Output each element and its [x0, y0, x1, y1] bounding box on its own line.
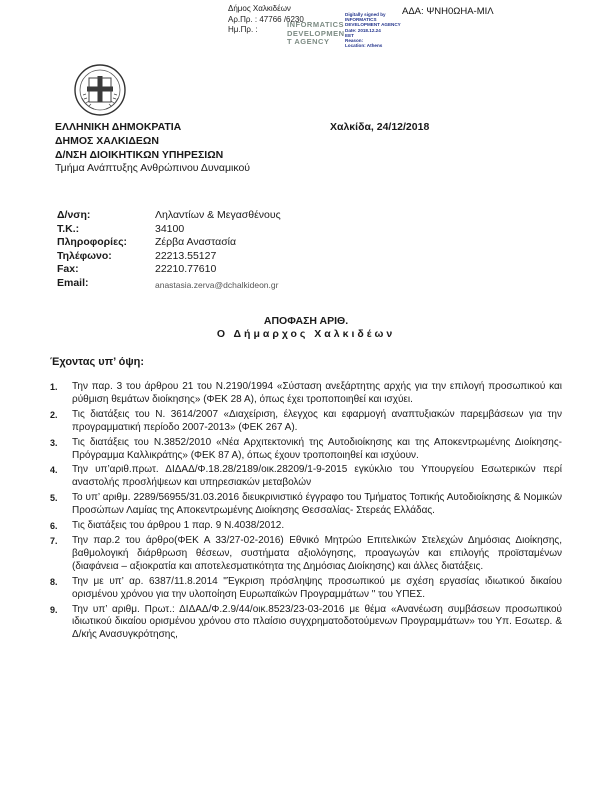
- item-text: Το υπ’ αριθμ. 2289/56955/31.03.2016 διευκρινιστικό έγγραφο του Τμήματος Τοπικής Αυτοδιοίκησης & Νομικών Προσώπων Λαμίας της Αποκεντρωμένης Διοίκησης Θεσσαλίας- Στερεάς Ελλάδας.: [72, 492, 562, 517]
- contact-row-postcode: [57, 223, 281, 237]
- contact-label: Email:: [57, 276, 89, 289]
- contact-email-value: anastasia.zerva@dchalkideon.gr: [155, 279, 279, 290]
- item-text: Την υπ’ αριθμ. Πρωτ.: ΔΙΔΑΔ/Φ.2.9/44/οικ.8523/23-03-2016 με θέμα «Ανανέωση συμβάσεων προσωπικού ιδιωτικού δικαίου ορισμένου χρόνου στο πλαίσιο συγχρηματοδοτούμενων Προγραμμάτων» του Υπ. Εσωτερ. & Δ/κής Ανασυγκρότησης,: [72, 603, 562, 641]
- item-text: Την παρ.2 του άρθρο(ΦΕΚ Α 33/27-02-2016) Εθνικό Μητρώο Επιτελικών Στελεχών Δημόσιας Διοίκησης, βαθμολογική διάρθρωση θέσεων, συστήματα αξιολόγησης, προαγωγών και επιλογής προϊσταμένων (διαφάνεια – αξιοκρατία και αποτελεσματικότητα της Δημόσιας Διοίκησης) και άλλες διατάξεις.: [72, 534, 562, 572]
- contact-label: Δ/νση:: [57, 209, 91, 221]
- contact-value: Ζέρβα Αναστασία: [155, 236, 237, 249]
- sig-agency-line: T AGENCY: [287, 37, 330, 46]
- list-item: [48, 520, 562, 533]
- contact-row-address: [57, 209, 281, 223]
- contact-label: Τ.Κ.:: [57, 222, 80, 235]
- sig-agency-line: DEVELOPMEN: [287, 28, 345, 38]
- decision-title-block: [0, 315, 612, 340]
- item-number: 4.: [50, 465, 58, 476]
- protocol-label: Αρ.Πρ. :: [228, 14, 258, 24]
- list-item: [48, 437, 562, 463]
- item-text: Τις διατάξεις του άρθρου 1 παρ. 9 Ν.4038/2012.: [72, 520, 285, 532]
- item-number: 8.: [50, 576, 58, 587]
- ada-label: ΑΔΑ:: [402, 6, 424, 17]
- sig-detail-line: Reason:: [345, 38, 364, 44]
- list-item: [48, 381, 562, 407]
- place-and-date: Χαλκίδα, 24/12/2018: [330, 121, 430, 133]
- contact-label: Τηλέφωνο:: [57, 249, 112, 262]
- mayor-title: Ο Δήμαρχος Χαλκιδέων: [216, 327, 396, 340]
- sig-detail-line: INFORMATICS: [345, 17, 377, 23]
- item-text: Τις διατάξεις του Ν.3852/2010 «Νέα Αρχιτεκτονική της Αυτοδιοίκησης και της Αποκεντρωμένης Διοίκησης- Πρόγραμμα Καλλικράτης» (ΦΕΚ 87 Α), όπως έχουν τροποποιηθεί και ισχύουν.: [72, 436, 562, 461]
- item-number: 1.: [50, 382, 58, 392]
- contact-row-phone: [57, 250, 281, 264]
- item-text: Τις διατάξεις του Ν. 3614/2007 «Διαχείριση, έλεγχος και εφαρμογή αναπτυξιακών παρεμβάσεων για την προγραμματική περίοδο 2007-2013» (ΦΕΚ 267 Α).: [72, 408, 562, 433]
- contact-value: Ληλαντίων & Μεγασθένους: [155, 209, 281, 221]
- contact-row-email: [57, 277, 281, 293]
- list-item: [48, 604, 562, 643]
- sig-detail-line: Location: Athens: [345, 43, 383, 49]
- sender-department: Τμήμα Ανάπτυξης Ανθρώπινου Δυναμικού: [55, 162, 251, 175]
- contact-value: 34100: [155, 222, 185, 235]
- contact-label: Fax:: [57, 263, 79, 276]
- decision-title: ΑΠΟΦΑΣΗ ΑΡΙΘ.: [263, 315, 349, 327]
- contact-label: Πληροφορίες:: [57, 236, 128, 249]
- sender-republic: ΕΛΛΗΝΙΚΗ ΔΗΜΟΚΡΑΤΙΑ: [55, 121, 182, 133]
- sig-detail-line: DEVELOPMENT AGENCY: [345, 22, 401, 28]
- digital-signature-details: [345, 12, 440, 48]
- sig-detail-line: Digitally signed by: [345, 12, 386, 17]
- sig-agency-line: INFORMATICS: [287, 20, 345, 29]
- list-item: [48, 535, 562, 574]
- contact-value: 22213.55127: [155, 249, 217, 262]
- ada-code: [402, 6, 494, 17]
- sig-detail-line: EET: [345, 32, 354, 38]
- sender-block: [55, 121, 250, 176]
- ada-value: ΨΝΗ0ΩΗΑ-ΜΙΛ: [426, 6, 494, 17]
- item-number: 5.: [50, 493, 58, 504]
- protocol-date-label: Ημ.Πρ. :: [228, 25, 258, 34]
- stamp-org: Δήμος Χαλκιδέων: [228, 4, 291, 13]
- item-number: 3.: [50, 437, 58, 448]
- contact-row-info: [57, 236, 281, 250]
- list-item: [48, 464, 562, 490]
- digital-signature-agency: [287, 21, 345, 47]
- item-number: 6.: [50, 521, 58, 532]
- sender-municipality: ΔΗΜΟΣ ΧΑΛΚΙΔΕΩΝ: [55, 134, 159, 147]
- contact-row-fax: [57, 263, 281, 277]
- item-text: Την με υπ’ αρ. 6387/11.8.2014 "Έγκριση πρόσληψης προσωπικού με σχέση εργασίας ιδιωτικού δικαίου ορισμένου χρόνου για την υλοποίηση Ευρωπαϊκών Προγραμμάτων " του ΥΠΕΣ.: [72, 575, 562, 600]
- item-number: 2.: [50, 409, 58, 420]
- having-regard-heading: Έχοντας υπ’ όψη:: [50, 356, 145, 368]
- list-item: [48, 576, 562, 602]
- sig-detail-line: Date: 2018.12.24: [345, 27, 381, 33]
- item-text: Την υπ’αριθ.πρωτ. ΔΙΔΑΔ/Φ.18.28/2189/οικ.28209/1-9-2015 εγκύκλιο του Υπουργείου Εσωτερικών περί αναστολής προσλήψεων και υπηρεσιακών μεταβολών: [72, 464, 562, 489]
- list-item: [48, 492, 562, 518]
- item-text: Την παρ. 3 του άρθρου 21 του Ν.2190/1994 «Σύσταση ανεξάρτητης αρχής για την επιλογή προσωπικού και ρύθμιση θεμάτων διοίκησης» (ΦΕΚ 28 Α), όπως έχει τροποποιηθεί και ισχύει.: [72, 381, 562, 405]
- item-number: 7.: [50, 535, 58, 546]
- greek-coat-of-arms-icon: [72, 62, 128, 123]
- contact-block: [57, 209, 281, 293]
- sender-directorate: Δ/ΝΣΗ ΔΙΟΙΚΗΤΙΚΩΝ ΥΠΗΡΕΣΙΩΝ: [55, 148, 224, 161]
- considerations-list: [48, 381, 562, 644]
- protocol-value: 47766 /6230: [259, 14, 304, 24]
- item-number: 9.: [50, 604, 58, 615]
- list-item: [48, 409, 562, 435]
- contact-value: 22210.77610: [155, 263, 217, 276]
